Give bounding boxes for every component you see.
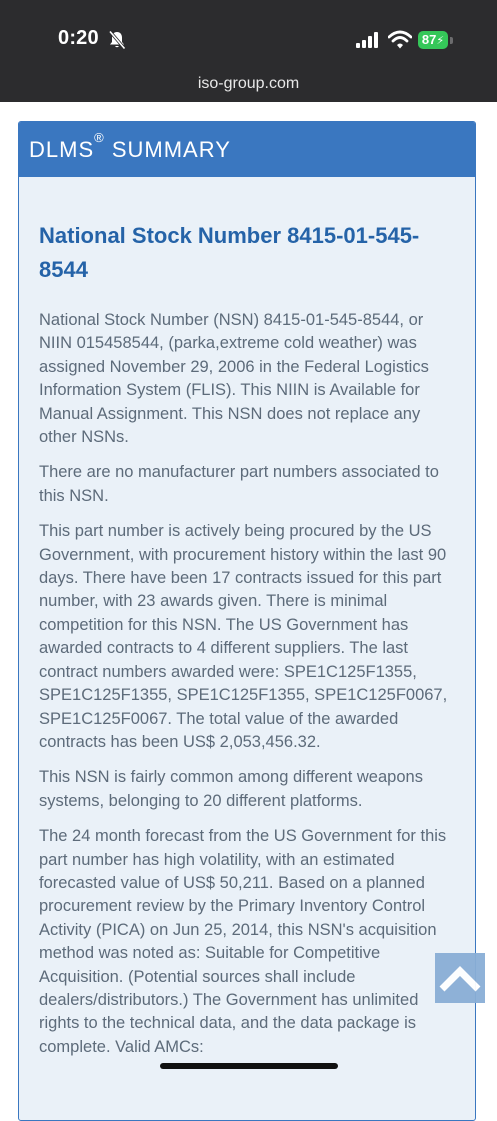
paragraph-overview: National Stock Number (NSN) 8415-01-545-8544, or NIIN 015458544, (parka,extreme cold weather) was assigned November 29, 2006 in the Federal Logistics Information System (FLIS). This NIIN is Available for Manual Assignment. This NSN does not replace any other NSNs. — [39, 311, 429, 447]
signal-icon — [356, 32, 380, 48]
home-indicator[interactable] — [160, 1063, 338, 1069]
paragraph-forecast: The 24 month forecast from the US Government for this part number has high volatility, with an estimated forecasted value of US$ 50,211. Based on a planned procurement review by the Primary Inventory Control Activity (PICA) on Jun 25, 2014, this NSN's acquisition method was noted as: Suitable for Competitive Acquisition. (Potential sources shall include dealers/distributors.) The Government has unlimited rights to the technical data, and the data package is complete. Valid AMCs: — [39, 827, 447, 1056]
page-title: National Stock Number 8415-01-545-8544 — [39, 223, 420, 282]
registered-mark: ® — [94, 130, 105, 145]
card-header-label: DLMS — [29, 137, 95, 162]
paragraph-part-numbers: There are no manufacturer part numbers associated to this NSN. — [39, 463, 439, 505]
card-header-tail: SUMMARY — [104, 137, 231, 162]
battery-nub — [450, 37, 453, 44]
paragraph-procurement: This part number is actively being procured by the US Government, with procurement history within the last 90 days. There have been 17 contracts issued for this part number, with 23 awards given. There is minimal competition for this NSN. The US Government has awarded contracts to 4 different suppliers. The last contract numbers awarded were: SPE1C125F1355, SPE1C125F1355, SPE1C125F1355, SPE1C125F0067, SPE1C125F0067. The total value of the awarded contracts has been US$ 2,053,456.32. — [39, 522, 448, 751]
battery-icon: 87⚡ — [418, 31, 448, 49]
summary-card — [18, 121, 476, 1121]
chevron-up-icon — [435, 953, 485, 1003]
top-bar — [0, 0, 497, 102]
status-time: 0:20 — [58, 27, 99, 49]
scroll-to-top-button[interactable] — [435, 953, 485, 1003]
card-header — [19, 122, 475, 177]
wifi-icon — [388, 30, 412, 50]
url-bar[interactable]: iso-group.com — [197, 75, 300, 92]
bell-muted-icon — [108, 30, 126, 50]
battery-level: 87 — [421, 32, 437, 47]
paragraph-platforms: This NSN is fairly common among different weapons systems, belonging to 20 different platforms. — [39, 768, 423, 810]
